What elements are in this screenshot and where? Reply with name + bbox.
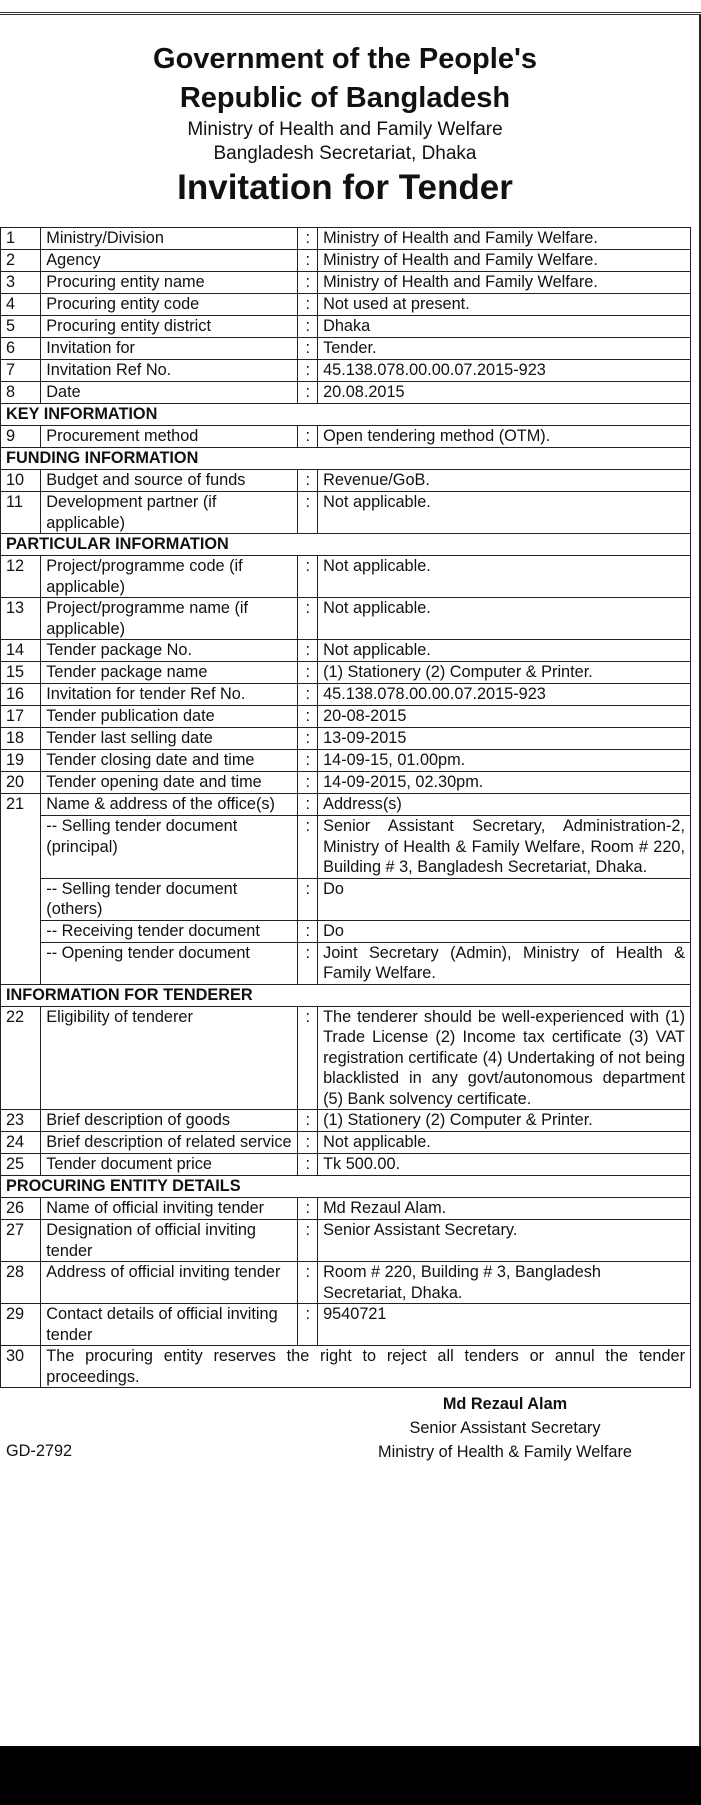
row-number: 26 <box>1 1198 41 1220</box>
field-label: Procuring entity name <box>41 272 298 294</box>
notice-header <box>0 40 690 210</box>
colon: : <box>298 1220 318 1262</box>
colon: : <box>298 294 318 316</box>
field-label: Invitation for tender Ref No. <box>41 684 298 706</box>
field-value: (1) Stationery (2) Computer & Printer. <box>318 662 691 684</box>
row-number: 10 <box>1 470 41 492</box>
row-number: 17 <box>1 706 41 728</box>
field-value: Not applicable. <box>318 1132 691 1154</box>
row-number: 9 <box>1 426 41 448</box>
field-value: Tk 500.00. <box>318 1154 691 1176</box>
colon: : <box>298 1304 318 1346</box>
field-value: Not applicable. <box>318 640 691 662</box>
field-value: Do <box>318 920 691 942</box>
row-number: 29 <box>1 1304 41 1346</box>
row-number: 27 <box>1 1220 41 1262</box>
colon: : <box>298 228 318 250</box>
field-value: Do <box>318 878 691 920</box>
field-label: Tender opening date and time <box>41 772 298 794</box>
colon: : <box>298 492 318 534</box>
field-label: Development partner (if applicable) <box>41 492 298 534</box>
govt-title-line2: Republic of Bangladesh <box>179 82 511 114</box>
colon: : <box>298 598 318 640</box>
table-row <box>1 272 691 294</box>
colon: : <box>298 942 318 984</box>
field-value: Not used at present. <box>318 294 691 316</box>
field-label: Invitation Ref No. <box>41 360 298 382</box>
section-heading-particular: PARTICULAR INFORMATION <box>1 534 691 556</box>
field-label: Name & address of the office(s) <box>41 794 298 816</box>
field-value: 14-09-2015, 02.30pm. <box>318 772 691 794</box>
colon: : <box>298 250 318 272</box>
row-number <box>1 920 41 942</box>
section-row <box>1 404 691 426</box>
ministry-name: Ministry of Health and Family Welfare <box>187 119 503 140</box>
table-row <box>1 250 691 272</box>
field-label: Tender package No. <box>41 640 298 662</box>
table-row <box>1 382 691 404</box>
signatory-designation: Senior Assistant Secretary <box>409 1419 601 1437</box>
field-label: Invitation for <box>41 338 298 360</box>
table-row <box>1 1006 691 1110</box>
field-value: Address(s) <box>318 794 691 816</box>
field-label: Eligibility of tenderer <box>41 1006 298 1110</box>
field-label: Designation of official inviting tender <box>41 1220 298 1262</box>
colon: : <box>298 1198 318 1220</box>
table-row <box>1 1154 691 1176</box>
colon: : <box>298 338 318 360</box>
row-number: 1 <box>1 228 41 250</box>
signatory-ministry: Ministry of Health & Family Welfare <box>378 1443 632 1461</box>
table-row <box>1 360 691 382</box>
row-number: 5 <box>1 316 41 338</box>
table-row <box>1 426 691 448</box>
field-label: Procuring entity district <box>41 316 298 338</box>
field-value: 20.08.2015 <box>318 382 691 404</box>
colon: : <box>298 706 318 728</box>
table-row <box>1 338 691 360</box>
row-number: 14 <box>1 640 41 662</box>
colon: : <box>298 382 318 404</box>
table-row <box>1 1110 691 1132</box>
top-rule <box>0 0 701 13</box>
row-number <box>1 878 41 920</box>
field-value: Not applicable. <box>318 556 691 598</box>
field-label: Brief description of goods <box>41 1110 298 1132</box>
row-number: 7 <box>1 360 41 382</box>
field-label: Tender last selling date <box>41 728 298 750</box>
colon: : <box>298 640 318 662</box>
colon: : <box>298 1132 318 1154</box>
row-number: 18 <box>1 728 41 750</box>
field-value: Not applicable. <box>318 492 691 534</box>
section-row <box>1 534 691 556</box>
row-number: 6 <box>1 338 41 360</box>
section-heading-funding: FUNDING INFORMATION <box>1 448 691 470</box>
signatory-name: Md Rezaul Alam <box>442 1395 568 1413</box>
table-row <box>1 728 691 750</box>
row-number: 30 <box>1 1346 41 1388</box>
field-label: Tender publication date <box>41 706 298 728</box>
colon: : <box>298 556 318 598</box>
row-number: 4 <box>1 294 41 316</box>
table-row <box>1 750 691 772</box>
field-value: 45.138.078.00.00.07.2015-923 <box>318 684 691 706</box>
field-value: Not applicable. <box>318 598 691 640</box>
field-label: -- Receiving tender document <box>41 920 298 942</box>
field-value: Md Rezaul Alam. <box>318 1198 691 1220</box>
section-row <box>1 984 691 1006</box>
table-row <box>1 598 691 640</box>
colon: : <box>298 772 318 794</box>
gd-code: GD-2792 <box>6 1442 73 1460</box>
table-row <box>1 878 691 920</box>
field-label: Project/programme name (if applicable) <box>41 598 298 640</box>
field-value: (1) Stationery (2) Computer & Printer. <box>318 1110 691 1132</box>
field-value: 20-08-2015 <box>318 706 691 728</box>
field-value: 9540721 <box>318 1304 691 1346</box>
row-number: 15 <box>1 662 41 684</box>
field-label: Contact details of official inviting tender <box>41 1304 298 1346</box>
page-title: Invitation for Tender <box>177 168 513 207</box>
table-row <box>1 492 691 534</box>
row-number <box>1 942 41 984</box>
field-value: The tenderer should be well-experienced with (1) Trade License (2) Income tax certificate (3) VAT registration certificate (4) Undertaking of not being blacklisted in any govt/autonomous department (5) Bank solvency certificate. <box>318 1006 691 1110</box>
table-row <box>1 1262 691 1304</box>
signature-block <box>360 1392 650 1464</box>
row-number: 16 <box>1 684 41 706</box>
row-number: 25 <box>1 1154 41 1176</box>
field-label: Project/programme code (if applicable) <box>41 556 298 598</box>
table-row <box>1 316 691 338</box>
field-value: Senior Assistant Secretary. <box>318 1220 691 1262</box>
section-heading-procuring: PROCURING ENTITY DETAILS <box>1 1176 691 1198</box>
colon: : <box>298 878 318 920</box>
field-label: -- Selling tender document (others) <box>41 878 298 920</box>
row-number: 2 <box>1 250 41 272</box>
colon: : <box>298 1110 318 1132</box>
table-row <box>1 294 691 316</box>
row-number: 21 <box>1 794 41 816</box>
field-label: Agency <box>41 250 298 272</box>
row-number: 12 <box>1 556 41 598</box>
field-label: -- Selling tender document (principal) <box>41 816 298 879</box>
field-label: Name of official inviting tender <box>41 1198 298 1220</box>
colon: : <box>298 816 318 879</box>
tender-table <box>0 227 691 1388</box>
row-number: 28 <box>1 1262 41 1304</box>
row-number: 3 <box>1 272 41 294</box>
row-number: 8 <box>1 382 41 404</box>
field-label: Address of official inviting tender <box>41 1262 298 1304</box>
section-row <box>1 448 691 470</box>
field-label: Procurement method <box>41 426 298 448</box>
section-heading-tenderer: INFORMATION FOR TENDERER <box>1 984 691 1006</box>
table-row <box>1 470 691 492</box>
table-row <box>1 772 691 794</box>
ministry-location: Bangladesh Secretariat, Dhaka <box>213 143 477 164</box>
colon: : <box>298 1154 318 1176</box>
colon: : <box>298 426 318 448</box>
table-row <box>1 1198 691 1220</box>
field-label: Ministry/Division <box>41 228 298 250</box>
colon: : <box>298 316 318 338</box>
table-row <box>1 816 691 879</box>
row-number <box>1 816 41 879</box>
row-number: 22 <box>1 1006 41 1110</box>
colon: : <box>298 920 318 942</box>
field-value: Room # 220, Building # 3, Bangladesh Secretariat, Dhaka. <box>318 1262 691 1304</box>
reservation-clause: The procuring entity reserves the right to reject all tenders or annul the tender proceedings. <box>41 1346 691 1388</box>
table-row <box>1 684 691 706</box>
row-number: 13 <box>1 598 41 640</box>
colon: : <box>298 662 318 684</box>
field-value: Joint Secretary (Admin), Ministry of Health & Family Welfare. <box>318 942 691 984</box>
table-row <box>1 1220 691 1262</box>
colon: : <box>298 360 318 382</box>
bottom-bar <box>0 1746 701 1805</box>
colon: : <box>298 1262 318 1304</box>
table-row <box>1 662 691 684</box>
field-label: -- Opening tender document <box>41 942 298 984</box>
table-row <box>1 942 691 984</box>
colon: : <box>298 470 318 492</box>
field-label: Budget and source of funds <box>41 470 298 492</box>
table-row <box>1 556 691 598</box>
field-value: 45.138.078.00.00.07.2015-923 <box>318 360 691 382</box>
section-row <box>1 1176 691 1198</box>
table-row <box>1 706 691 728</box>
row-number: 19 <box>1 750 41 772</box>
field-label: Tender package name <box>41 662 298 684</box>
table-row <box>1 1304 691 1346</box>
row-number: 11 <box>1 492 41 534</box>
field-value: Tender. <box>318 338 691 360</box>
colon: : <box>298 794 318 816</box>
table-row <box>1 1132 691 1154</box>
field-value: Ministry of Health and Family Welfare. <box>318 250 691 272</box>
row-number: 23 <box>1 1110 41 1132</box>
section-heading-key: KEY INFORMATION <box>1 404 691 426</box>
colon: : <box>298 684 318 706</box>
table-row <box>1 640 691 662</box>
table-row <box>1 794 691 816</box>
field-value: Ministry of Health and Family Welfare. <box>318 272 691 294</box>
field-label: Tender closing date and time <box>41 750 298 772</box>
colon: : <box>298 750 318 772</box>
field-value: Revenue/GoB. <box>318 470 691 492</box>
field-value: Open tendering method (OTM). <box>318 426 691 448</box>
row-number: 20 <box>1 772 41 794</box>
colon: : <box>298 1006 318 1110</box>
table-row <box>1 920 691 942</box>
field-value: 13-09-2015 <box>318 728 691 750</box>
colon: : <box>298 272 318 294</box>
field-label: Date <box>41 382 298 404</box>
field-label: Brief description of related service <box>41 1132 298 1154</box>
field-label: Procuring entity code <box>41 294 298 316</box>
field-value: Ministry of Health and Family Welfare. <box>318 228 691 250</box>
govt-title-line1: Government of the People's <box>153 43 537 75</box>
field-value: Dhaka <box>318 316 691 338</box>
table-row <box>1 1346 691 1388</box>
field-value: 14-09-15, 01.00pm. <box>318 750 691 772</box>
field-label: Tender document price <box>41 1154 298 1176</box>
row-number: 24 <box>1 1132 41 1154</box>
field-value: Senior Assistant Secretary, Administration-2, Ministry of Health & Family Welfare, Room # 220, Building # 3, Bangladesh Secretariat, Dhaka. <box>318 816 691 879</box>
table-row <box>1 228 691 250</box>
colon: : <box>298 728 318 750</box>
